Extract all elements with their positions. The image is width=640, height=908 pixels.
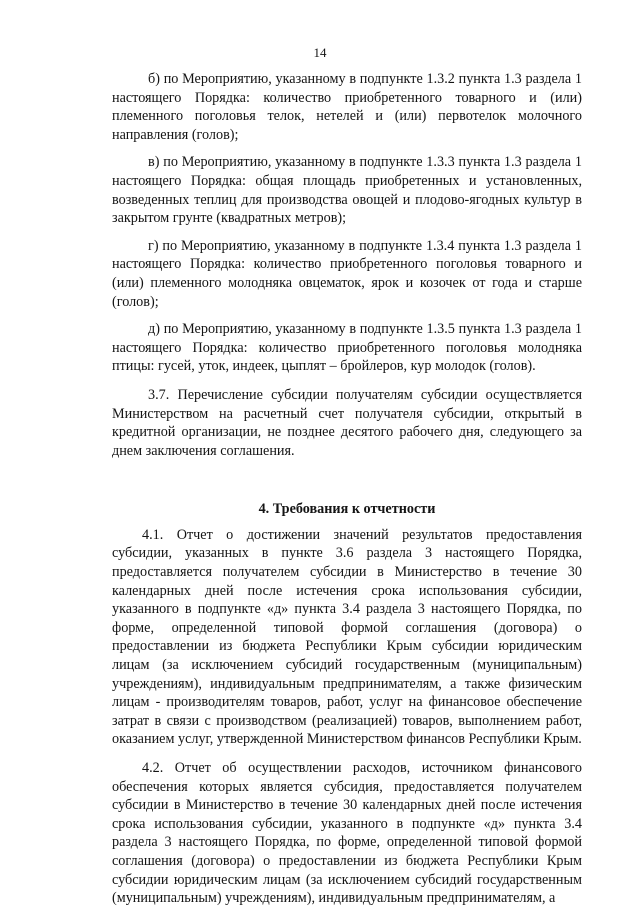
section-heading-4: 4. Требования к отчетности bbox=[258, 501, 436, 518]
paragraph-4-1: 4.1. Отчет о достижении значений результатов предоставления субсидии, указанных в пункте 3.6 раздела 3 настоящего Порядка, предоставляется получателем субсидии в Министерство в течение 30 календарных дней после истечения срока использования субсидии, указанного в подпункте «д» пункта 3.4 раздела 3 настоящего Порядка, по форме, определенной типовой формой соглашения (договора) о предоставлении из бюджета Республики Крым субсидии юридическим лицам (за исключением субсидий государственным (муниципальным) учреждениям), индивидуальным предпринимателям, а также физическим лицам - производителям товаров, работ, услуг на финансовое обеспечение затрат в связи с производством (реализацией) товаров, выполнением работ, оказанием услуг, утвержденной Министерством финансов Республики Крым. bbox=[112, 526, 582, 748]
paragraph-3-7: 3.7. Перечисление субсидии получателям субсидии осуществляется Министерством на расчетный счет получателя субсидии, открытый в кредитной организации, не позднее десятого рабочего дня, следующего за днем заключения соглашения. bbox=[112, 386, 582, 459]
page-number: 14 bbox=[313, 45, 327, 60]
paragraph-subitem-g: г) по Мероприятию, указанному в подпункте 1.3.4 пункта 1.3 раздела 1 настоящего Порядка: количество приобретенного поголовья товарного и (или) племенного молодняка овцематок, ярок и козочек от года и старше (голов); bbox=[112, 237, 582, 310]
paragraph-subitem-d: д) по Мероприятию, указанному в подпункте 1.3.5 пункта 1.3 раздела 1 настоящего Порядка: количество приобретенного поголовья молодняка птицы: гусей, уток, индеек, цыплят – бройлеров, кур молодок (голов). bbox=[112, 321, 582, 375]
document-body bbox=[112, 70, 582, 908]
paragraph-4-2: 4.2. Отчет об осуществлении расходов, источником финансового обеспечения которых является субсидия, предоставляется получателем субсидии в Министерство в течение 30 календарных дней после истечения срока использования субсидии, указанного в подпункте «д» пункта 3.4 раздела 3 настоящего Порядка, по форме, определенной типовой формой соглашения (договора) о предоставлении из бюджета Республики Крым субсидии юридическим лицам (за исключением субсидий государственным (муниципальным) учреждениям), индивидуальным предпринимателям, а bbox=[112, 760, 582, 907]
paragraph-subitem-b: б) по Мероприятию, указанному в подпункте 1.3.2 пункта 1.3 раздела 1 настоящего Порядка: количество приобретенного товарного и (или) племенного поголовья телок, нетелей и (или) первотелок молочного направления (голов); bbox=[112, 71, 582, 143]
paragraph-subitem-v: в) по Мероприятию, указанному в подпункте 1.3.3 пункта 1.3 раздела 1 настоящего Порядка: общая площадь приобретенных и установленных, возведенных теплиц для производства овощей и плодово-ягодных культур в закрытом грунте (квадратных метров); bbox=[112, 154, 582, 227]
